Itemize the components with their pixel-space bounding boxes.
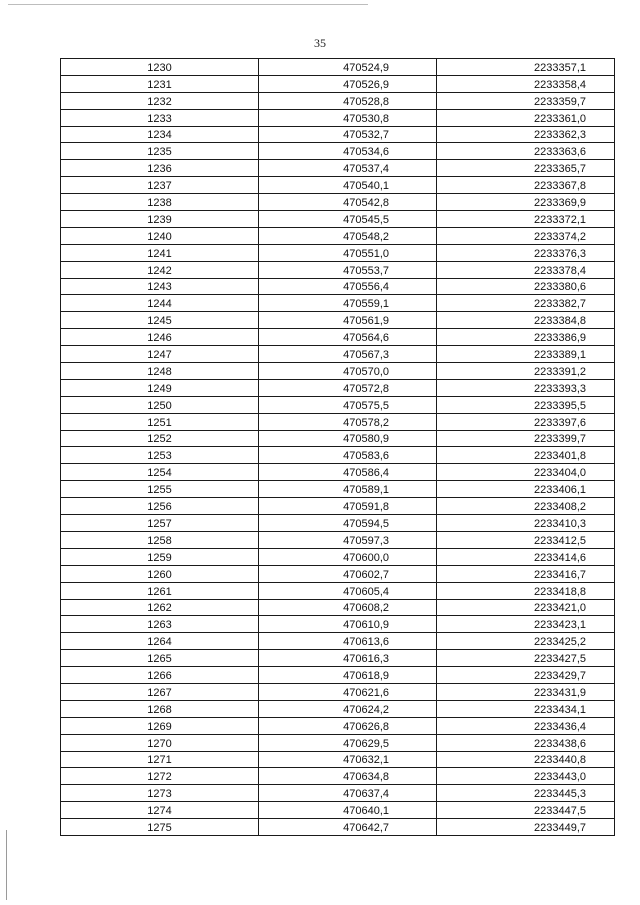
point-number-cell: 1256 [61, 498, 259, 515]
page-number: 35 [314, 36, 326, 50]
x-coordinate-cell: 470610,9 [259, 616, 437, 633]
table-row [61, 633, 615, 650]
y-coordinate-cell: 2233391,2 [437, 363, 615, 380]
y-coordinate-cell: 2233378,4 [437, 261, 615, 278]
point-number-cell: 1231 [61, 75, 259, 92]
y-coordinate-cell: 2233440,8 [437, 751, 615, 768]
table-row [61, 768, 615, 785]
table-row [61, 481, 615, 498]
table-row [61, 819, 615, 836]
y-coordinate-cell: 2233445,3 [437, 785, 615, 802]
point-number-cell: 1260 [61, 565, 259, 582]
point-number-cell: 1267 [61, 683, 259, 700]
point-number-cell: 1236 [61, 160, 259, 177]
table-row [61, 363, 615, 380]
y-coordinate-cell: 2233369,9 [437, 194, 615, 211]
y-coordinate-cell: 2233436,4 [437, 717, 615, 734]
point-number-cell: 1241 [61, 244, 259, 261]
table-row [61, 261, 615, 278]
y-coordinate-cell: 2233358,4 [437, 75, 615, 92]
table-row [61, 498, 615, 515]
point-number-cell: 1247 [61, 346, 259, 363]
point-number-cell: 1275 [61, 819, 259, 836]
table-row [61, 126, 615, 143]
x-coordinate-cell: 470608,2 [259, 599, 437, 616]
y-coordinate-cell: 2233389,1 [437, 346, 615, 363]
point-number-cell: 1242 [61, 261, 259, 278]
table-row [61, 160, 615, 177]
table-row [61, 734, 615, 751]
x-coordinate-cell: 470540,1 [259, 177, 437, 194]
y-coordinate-cell: 2233365,7 [437, 160, 615, 177]
table-row [61, 785, 615, 802]
x-coordinate-cell: 470602,7 [259, 565, 437, 582]
y-coordinate-cell: 2233399,7 [437, 430, 615, 447]
table-row [61, 599, 615, 616]
x-coordinate-cell: 470556,4 [259, 278, 437, 295]
point-number-cell: 1253 [61, 447, 259, 464]
point-number-cell: 1264 [61, 633, 259, 650]
point-number-cell: 1239 [61, 211, 259, 228]
point-number-cell: 1235 [61, 143, 259, 160]
table-row [61, 211, 615, 228]
x-coordinate-cell: 470634,8 [259, 768, 437, 785]
y-coordinate-cell: 2233372,1 [437, 211, 615, 228]
table-row [61, 329, 615, 346]
table-row [61, 650, 615, 667]
x-coordinate-cell: 470616,3 [259, 650, 437, 667]
y-coordinate-cell: 2233374,2 [437, 227, 615, 244]
y-coordinate-cell: 2233425,2 [437, 633, 615, 650]
table-row [61, 396, 615, 413]
point-number-cell: 1254 [61, 464, 259, 481]
table-row [61, 413, 615, 430]
table-row [61, 616, 615, 633]
x-coordinate-cell: 470567,3 [259, 346, 437, 363]
x-coordinate-cell: 470551,0 [259, 244, 437, 261]
point-number-cell: 1261 [61, 582, 259, 599]
x-coordinate-cell: 470578,2 [259, 413, 437, 430]
point-number-cell: 1232 [61, 92, 259, 109]
x-coordinate-cell: 470530,8 [259, 109, 437, 126]
y-coordinate-cell: 2233449,7 [437, 819, 615, 836]
x-coordinate-cell: 470545,5 [259, 211, 437, 228]
point-number-cell: 1237 [61, 177, 259, 194]
x-coordinate-cell: 470559,1 [259, 295, 437, 312]
table-row [61, 143, 615, 160]
y-coordinate-cell: 2233431,9 [437, 683, 615, 700]
point-number-cell: 1251 [61, 413, 259, 430]
x-coordinate-cell: 470586,4 [259, 464, 437, 481]
table-row [61, 515, 615, 532]
y-coordinate-cell: 2233416,7 [437, 565, 615, 582]
table-row [61, 295, 615, 312]
table-row [61, 667, 615, 684]
x-coordinate-cell: 470594,5 [259, 515, 437, 532]
point-number-cell: 1252 [61, 430, 259, 447]
point-number-cell: 1238 [61, 194, 259, 211]
x-coordinate-cell: 470553,7 [259, 261, 437, 278]
table-row [61, 717, 615, 734]
table-row [61, 312, 615, 329]
table-row [61, 227, 615, 244]
table-row [61, 244, 615, 261]
y-coordinate-cell: 2233404,0 [437, 464, 615, 481]
x-coordinate-cell: 470591,8 [259, 498, 437, 515]
table-row [61, 548, 615, 565]
y-coordinate-cell: 2233384,8 [437, 312, 615, 329]
table-row [61, 464, 615, 481]
y-coordinate-cell: 2233361,0 [437, 109, 615, 126]
x-coordinate-cell: 470589,1 [259, 481, 437, 498]
point-number-cell: 1263 [61, 616, 259, 633]
x-coordinate-cell: 470583,6 [259, 447, 437, 464]
table-row [61, 802, 615, 819]
x-coordinate-cell: 470629,5 [259, 734, 437, 751]
y-coordinate-cell: 2233418,8 [437, 582, 615, 599]
x-coordinate-cell: 470642,7 [259, 819, 437, 836]
x-coordinate-cell: 470580,9 [259, 430, 437, 447]
point-number-cell: 1234 [61, 126, 259, 143]
x-coordinate-cell: 470621,6 [259, 683, 437, 700]
point-number-cell: 1245 [61, 312, 259, 329]
table-row [61, 531, 615, 548]
point-number-cell: 1250 [61, 396, 259, 413]
scan-top-rule [8, 4, 368, 5]
table-row [61, 278, 615, 295]
point-number-cell: 1244 [61, 295, 259, 312]
table-row [61, 700, 615, 717]
y-coordinate-cell: 2233380,6 [437, 278, 615, 295]
point-number-cell: 1269 [61, 717, 259, 734]
x-coordinate-cell: 470575,5 [259, 396, 437, 413]
y-coordinate-cell: 2233362,3 [437, 126, 615, 143]
table-row [61, 75, 615, 92]
table-row [61, 751, 615, 768]
x-coordinate-cell: 470564,6 [259, 329, 437, 346]
x-coordinate-cell: 470526,9 [259, 75, 437, 92]
coordinates-table [60, 58, 615, 836]
table-row [61, 109, 615, 126]
y-coordinate-cell: 2233427,5 [437, 650, 615, 667]
y-coordinate-cell: 2233414,6 [437, 548, 615, 565]
x-coordinate-cell: 470561,9 [259, 312, 437, 329]
x-coordinate-cell: 470626,8 [259, 717, 437, 734]
x-coordinate-cell: 470537,4 [259, 160, 437, 177]
table-row [61, 346, 615, 363]
y-coordinate-cell: 2233406,1 [437, 481, 615, 498]
y-coordinate-cell: 2233357,1 [437, 59, 615, 76]
x-coordinate-cell: 470534,6 [259, 143, 437, 160]
point-number-cell: 1272 [61, 768, 259, 785]
scan-left-margin-line [6, 830, 7, 900]
y-coordinate-cell: 2233367,8 [437, 177, 615, 194]
y-coordinate-cell: 2233408,2 [437, 498, 615, 515]
point-number-cell: 1274 [61, 802, 259, 819]
y-coordinate-cell: 2233386,9 [437, 329, 615, 346]
y-coordinate-cell: 2233382,7 [437, 295, 615, 312]
y-coordinate-cell: 2233410,3 [437, 515, 615, 532]
point-number-cell: 1268 [61, 700, 259, 717]
point-number-cell: 1259 [61, 548, 259, 565]
table-row [61, 177, 615, 194]
y-coordinate-cell: 2233363,6 [437, 143, 615, 160]
point-number-cell: 1246 [61, 329, 259, 346]
x-coordinate-cell: 470532,7 [259, 126, 437, 143]
point-number-cell: 1233 [61, 109, 259, 126]
point-number-cell: 1230 [61, 59, 259, 76]
x-coordinate-cell: 470528,8 [259, 92, 437, 109]
y-coordinate-cell: 2233434,1 [437, 700, 615, 717]
y-coordinate-cell: 2233423,1 [437, 616, 615, 633]
point-number-cell: 1262 [61, 599, 259, 616]
y-coordinate-cell: 2233397,6 [437, 413, 615, 430]
point-number-cell: 1271 [61, 751, 259, 768]
x-coordinate-cell: 470624,2 [259, 700, 437, 717]
x-coordinate-cell: 470570,0 [259, 363, 437, 380]
table-row [61, 379, 615, 396]
y-coordinate-cell: 2233393,3 [437, 379, 615, 396]
point-number-cell: 1243 [61, 278, 259, 295]
point-number-cell: 1266 [61, 667, 259, 684]
x-coordinate-cell: 470572,8 [259, 379, 437, 396]
x-coordinate-cell: 470637,4 [259, 785, 437, 802]
x-coordinate-cell: 470542,8 [259, 194, 437, 211]
x-coordinate-cell: 470605,4 [259, 582, 437, 599]
table-row [61, 92, 615, 109]
point-number-cell: 1265 [61, 650, 259, 667]
y-coordinate-cell: 2233447,5 [437, 802, 615, 819]
table-row [61, 565, 615, 582]
y-coordinate-cell: 2233412,5 [437, 531, 615, 548]
y-coordinate-cell: 2233429,7 [437, 667, 615, 684]
y-coordinate-cell: 2233359,7 [437, 92, 615, 109]
y-coordinate-cell: 2233376,3 [437, 244, 615, 261]
y-coordinate-cell: 2233421,0 [437, 599, 615, 616]
y-coordinate-cell: 2233401,8 [437, 447, 615, 464]
y-coordinate-cell: 2233443,0 [437, 768, 615, 785]
x-coordinate-cell: 470524,9 [259, 59, 437, 76]
y-coordinate-cell: 2233395,5 [437, 396, 615, 413]
x-coordinate-cell: 470618,9 [259, 667, 437, 684]
point-number-cell: 1248 [61, 363, 259, 380]
table-row [61, 430, 615, 447]
point-number-cell: 1249 [61, 379, 259, 396]
point-number-cell: 1258 [61, 531, 259, 548]
x-coordinate-cell: 470548,2 [259, 227, 437, 244]
coordinates-table-body [61, 59, 615, 836]
table-row [61, 683, 615, 700]
table-row [61, 582, 615, 599]
x-coordinate-cell: 470632,1 [259, 751, 437, 768]
point-number-cell: 1255 [61, 481, 259, 498]
table-row [61, 447, 615, 464]
point-number-cell: 1240 [61, 227, 259, 244]
point-number-cell: 1270 [61, 734, 259, 751]
x-coordinate-cell: 470597,3 [259, 531, 437, 548]
table-row [61, 194, 615, 211]
x-coordinate-cell: 470640,1 [259, 802, 437, 819]
table-row [61, 59, 615, 76]
x-coordinate-cell: 470600,0 [259, 548, 437, 565]
y-coordinate-cell: 2233438,6 [437, 734, 615, 751]
point-number-cell: 1273 [61, 785, 259, 802]
point-number-cell: 1257 [61, 515, 259, 532]
x-coordinate-cell: 470613,6 [259, 633, 437, 650]
